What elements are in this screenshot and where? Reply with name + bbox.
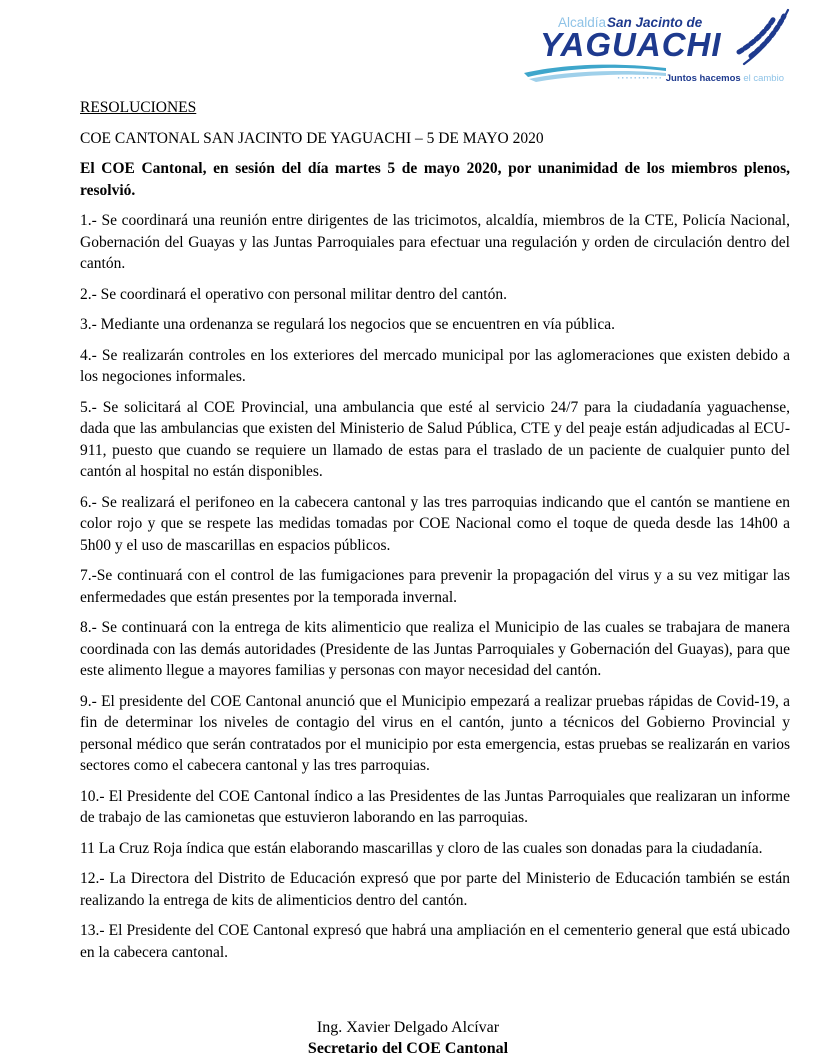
- tagline-bold: Juntos hacemos: [665, 73, 741, 84]
- yaguachi-logo: [524, 8, 792, 94]
- alcaldia-label: Alcaldía: [558, 15, 607, 30]
- resolution-item: 1.- Se coordinará una reunión entre dirigentes de las tricimotos, alcaldía, miembros de la CTE, Policía Nacional, Gobernación del Guayas y las Juntas Parroquiales para efectuar una regulación y orden de circulación dentro del cantón.: [80, 212, 790, 272]
- yaguachi-wordmark: YAGUACHI: [540, 26, 722, 63]
- rice-stalk-icon: [736, 6, 794, 66]
- resolution-item: 5.- Se solicitará al COE Provincial, una ambulancia que esté al servicio 24/7 para la ciudadanía yaguachense, dada que las ambulancias que existen del Ministerio de Salud Pública, CTE y del peaje están adjudicadas al ECU-911, puesto que cuando se requiere un llamado de estas para el traslado de un paciente de cualquier punto del cantón al hospital no están disponibles.: [80, 398, 790, 480]
- document-subheading: COE CANTONAL SAN JACINTO DE YAGUACHI – 5 DE MAYO 2020: [80, 129, 544, 147]
- document-content: [80, 97, 790, 972]
- resolution-item: 4.- Se realizarán controles en los exteriores del mercado municipal por las aglomeraciones que existen debido a los negociones informales.: [80, 346, 790, 385]
- san-jacinto-label: San Jacinto de: [607, 15, 703, 30]
- intro-paragraph: El COE Cantonal, en sesión del día martes 5 de mayo 2020, por unanimidad de los miembros plenos, resolvió.: [80, 160, 790, 199]
- resolution-item: 11 La Cruz Roja índica que están elaborando mascarillas y cloro de las cuales son donadas para la ciudadanía.: [80, 839, 763, 857]
- resolution-item: 8.- Se continuará con la entrega de kits alimenticio que realiza el Municipio de las cuales se trabajara de manera coordinada con las demás autoridades (Presidente de las Juntas Parroquiales y Gobernación del Guayas), para que este alimento llegue a mayores familias y personas con mayor necesidad del cantón.: [80, 619, 790, 679]
- signature-title: Secretario del COE Cantonal: [307, 1040, 509, 1056]
- resolution-item: 3.- Mediante una ordenanza se regulará los negocios que se encuentren en vía pública.: [80, 316, 615, 333]
- tagline-dots: ···········: [617, 73, 664, 84]
- resolution-item: 10.- El Presidente del COE Cantonal índico a las Presidentes de las Juntas Parroquiales que realizaran un informe de trabajo de las camionetas que estuvieron laborando en las parroquias.: [80, 787, 790, 826]
- logo-tagline: [617, 73, 784, 84]
- tagline-rest: el cambio: [740, 73, 784, 84]
- signature-name: Ing. Xavier Delgado Alcívar: [316, 1019, 500, 1036]
- document-heading: RESOLUCIONES: [80, 99, 197, 116]
- signature-block: [0, 1017, 816, 1056]
- resolution-item: 12.- La Directora del Distrito de Educación expresó que por parte del Ministerio de Educación también se están realizando la entrega de kits de alimenticios dentro del cantón.: [80, 870, 790, 909]
- resolution-item: 2.- Se coordinará el operativo con personal militar dentro del cantón.: [80, 285, 507, 303]
- resolution-item: 6.- Se realizará el perifoneo en la cabecera cantonal y las tres parroquias indicando que el cantón se mantiene en color rojo y que se respete las medidas tomadas por COE Nacional como el toque de queda desde las 14h00 a 5h00 y el uso de mascarillas en espacios públicos.: [80, 493, 790, 554]
- resolutions-list: [80, 210, 790, 963]
- resolution-item: 9.- El presidente del COE Cantonal anunció que el Municipio empezará a realizar pruebas rápidas de Covid-19, a fin de determinar los niveles de contagio del virus en el cantón, junto a técnicos del Gobierno Provincial y personal médico que serán contratados por el municipio por esta emergencia, estas pruebas se realizarán en varios sectores como el cabecera cantonal y las tres parroquias.: [80, 692, 790, 774]
- resolution-item: 7.-Se continuará con el control de las fumigaciones para prevenir la propagación del virus y a su vez mitigar las enfermedades que están presentes por la temporada invernal.: [80, 567, 790, 606]
- resolution-item: 13.- El Presidente del COE Cantonal expresó que habrá una ampliación en el cementerio general que está ubicado en la cabecera cantonal.: [80, 922, 790, 961]
